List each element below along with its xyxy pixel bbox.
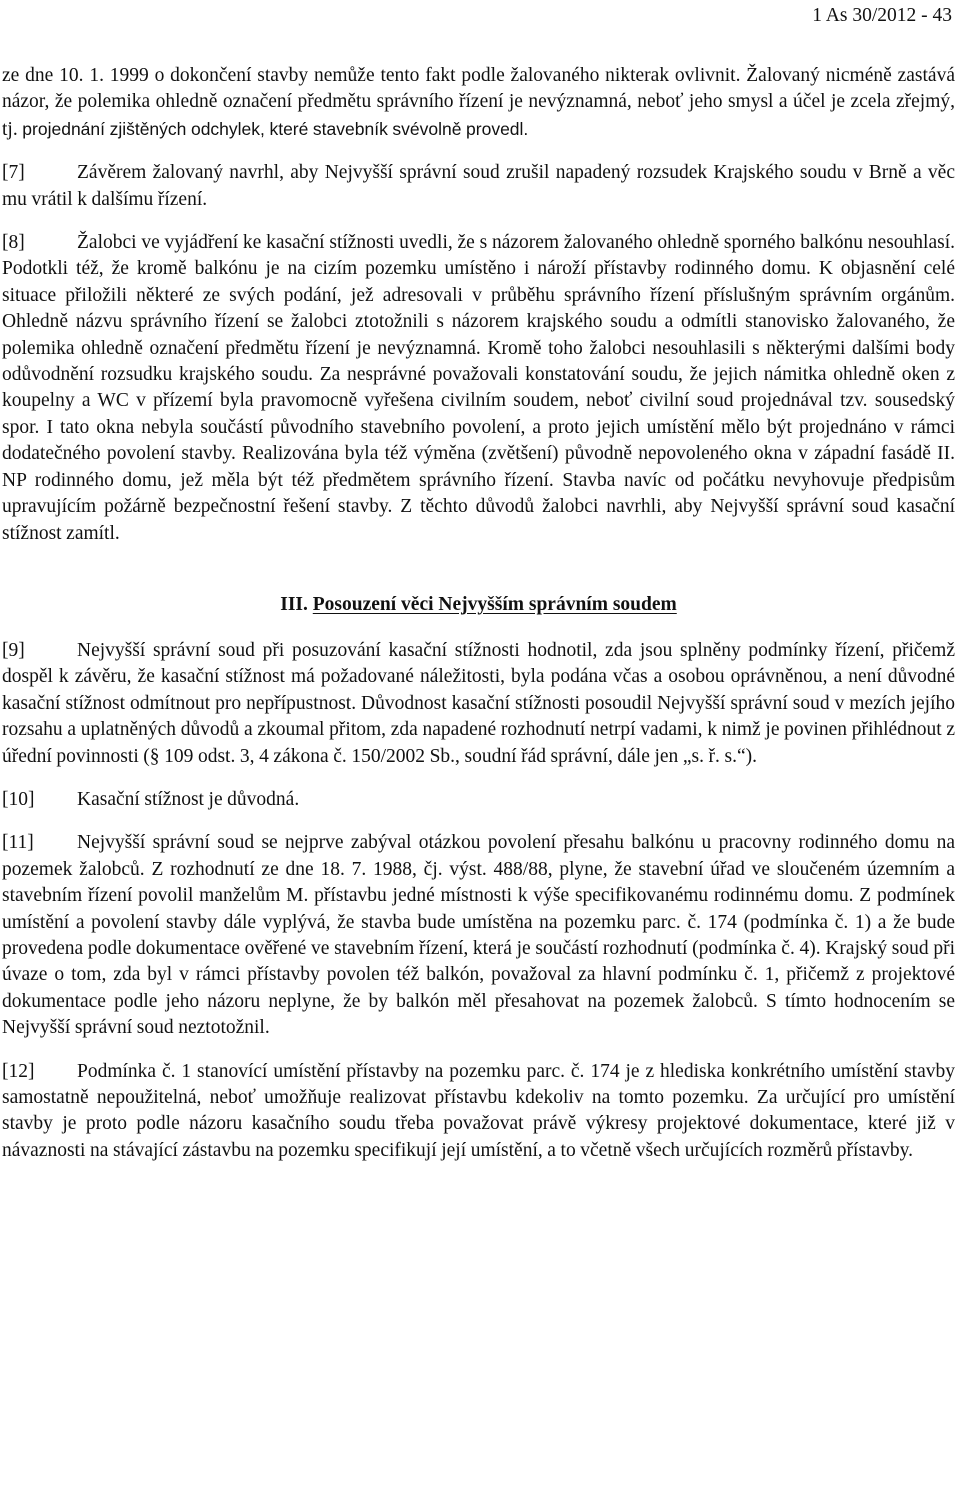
paragraph-text: Kasační stížnost je důvodná. <box>77 788 300 810</box>
paragraph-number: [9] <box>2 639 25 661</box>
paragraph-11 <box>2 830 955 1041</box>
paragraph-12 <box>2 1059 955 1165</box>
document-body <box>2 63 955 1164</box>
paragraph-number: [10] <box>2 788 35 810</box>
page-reference: 1 As 30/2012 - 43 <box>812 5 952 26</box>
paragraph-7 <box>2 160 955 213</box>
paragraph-text: Nejvyšší správní soud při posuzování kasační stížnosti hodnotil, zda jsou splněny podmínky řízení, přičemž dospěl k závěru, že kasační stížnost má požadované náležitosti, byla podána včas a osobou oprávněnou, a není důvodné kasační stížnost odmítnout pro nepřípustnost. Důvodnost kasační stížnosti posoudil Nejvyšší správní soud v mezích jejího rozsahu a uplatněných důvodů a zkoumal přitom, zda napadené rozhodnutí netrpí vadami, k nimž je povinen přihlédnout z úřední povinnosti (§ 109 odst. 3, 4 zákona č. 150/2002 Sb., soudní řád správní, dále jen „s. ř. s.“). <box>2 639 955 767</box>
section-title: Posouzení věci Nejvyšším správním soudem <box>312 593 677 615</box>
intro-text: ze dne 10. 1. 1999 o dokončení stavby nemůže tento fakt podle žalovaného nikterak ovlivnit. Žalovaný nicméně zastává názor, že polemika ohledně označení předmětu správního řízení je nevýznamná, neboť jeho smysl a účel je zcela zřejmý, tj. <box>2 65 955 140</box>
section-roman: III. <box>280 593 308 615</box>
paragraph-number: [7] <box>2 162 25 184</box>
paragraph-text: Podmínka č. 1 stanovící umístění přístavby na pozemku parc. č. 174 je z hlediska konkrétního umístění stavby samostatně nepoužitelná, neboť umožňuje realizovat přístavbu kdekoliv na tomto pozemku. Za určující pro umístění stavby je proto podle názoru kasačního soudu třeba považovat právě výkresy projektové dokumentace, které již v návaznosti na stávající zástavbu na pozemku specifikují její umístění, a to včetně všech určujících rozměrů přístavby. <box>2 1060 955 1161</box>
paragraph-10 <box>2 787 955 813</box>
paragraph-number: [12] <box>2 1060 35 1082</box>
paragraph-8 <box>2 230 955 547</box>
paragraph-number: [8] <box>2 232 25 254</box>
section-heading <box>2 592 955 618</box>
paragraph-text: Žalobci ve vyjádření ke kasační stížnosti uvedli, že s názorem žalovaného ohledně sporného balkónu nesouhlasí. Podotkli též, že kromě balkónu je na cizím pozemku umístěno i nároží přístavby rodinného domu. K objasnění celé situace přiložili některé ze svých podání, jež adresovali v průběhu správního řízení příslušným správním orgánům. Ohledně názvu správního řízení se žalobci ztotožnili s názorem krajského soudu a odmítli stanovisko žalovaného, že polemika ohledně označení předmětu řízení je nevýznamná. Kromě toho žalobci nesouhlasili s některými dalšími body odůvodnění rozsudku krajského soudu. Za nesprávné považovali konstatování soudu, že jejich námitka ohledně oken z koupelny a WC v přízemí byla pravomocně vyřešena civilním soudem, neboť civilní soud projednával tzv. sousedský spor. I tato okna nebyla součástí původního stavebního povolení, a proto jejich umístění mělo být projednáno v rámci dodatečného povolení stavby. Realizována byla též výměna (zvětšení) původně nepovoleného okna v západní fasádě II. NP rodinného domu, jež měla být též předmětem správního řízení. Stavba navíc od počátku nevyhovuje předpisům upravujícím požárně bezpečnostní řešení stavby. Z těchto důvodů žalobci navrhli, aby Nejvyšší správní soud kasační stížnost zamítl. <box>2 232 955 544</box>
paragraph-number: [11] <box>2 832 34 854</box>
paragraph-9 <box>2 638 955 770</box>
intro-paragraph <box>2 63 955 143</box>
paragraph-text: Závěrem žalovaný navrhl, aby Nejvyšší správní soud zrušil napadený rozsudek Krajského soudu v Brně a věc mu vrátil k dalšímu řízení. <box>2 162 955 210</box>
intro-text-sans: projednání zjištěných odchylek, které stavebník svévolně provedl. <box>22 118 529 139</box>
paragraph-text: Nejvyšší správní soud se nejprve zabýval otázkou povolení přesahu balkónu u pracovny rodinného domu na pozemek žalobců. Z rozhodnutí ze dne 18. 7. 1988, čj. výst. 488/88, plyne, že stavební úřad ve sloučeném územním a stavebním řízení povolil manželům M. přístavbu jedné místnosti k výše specifikovanému rodinnému domu. Z podmínek umístění a povolení stavby dále vyplývá, že stavba bude umístěna na pozemku parc. č. 174 (podmínka č. 1) a že bude provedena podle dokumentace ověřené ve stavebním řízení, která je součástí rozhodnutí (podmínka č. 4). Krajský soud při úvaze o tom, zda byl v rámci přístavby povolen též balkón, považoval za hlavní podmínku č. 1, přičemž z projektové dokumentace podle jeho názoru neplyne, že by balkón měl přesahovat na pozemek žalobců. S tímto hodnocením se Nejvyšší správní soud neztotožnil. <box>2 832 955 1039</box>
